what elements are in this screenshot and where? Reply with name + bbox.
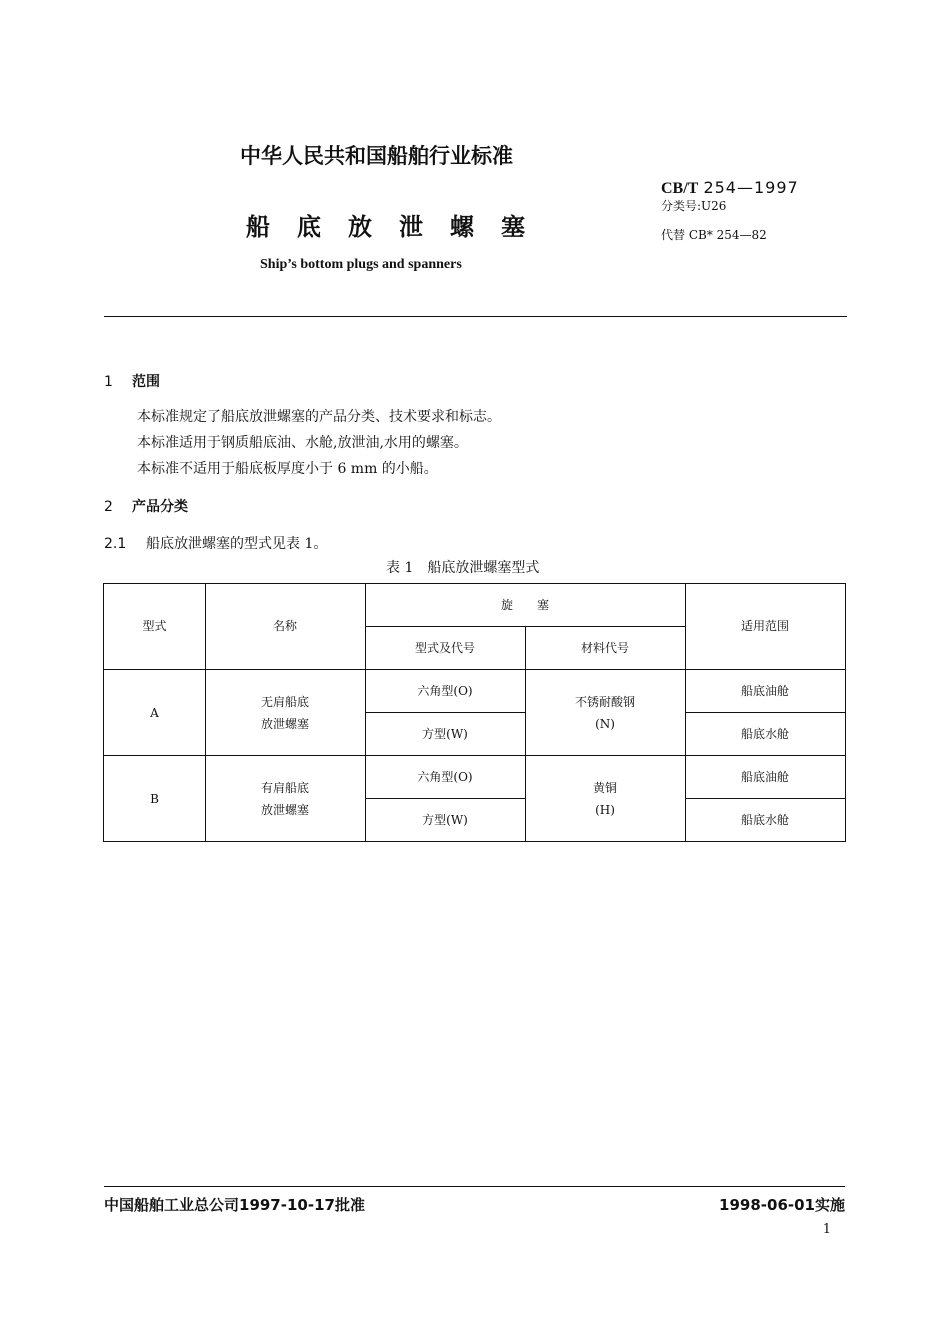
table-divider bbox=[685, 712, 845, 713]
standard-prefix: CB/T bbox=[661, 180, 699, 197]
replaces-standard: 代替 CB* 254—82 bbox=[661, 228, 767, 242]
table-cell-scope: 船底油舱 bbox=[740, 770, 789, 784]
table-caption-title: 船底放泄螺塞型式 bbox=[427, 560, 540, 576]
table-divider bbox=[365, 798, 525, 799]
footer-divider bbox=[104, 1186, 845, 1187]
page-number: 1 bbox=[822, 1222, 831, 1237]
header-divider bbox=[104, 316, 847, 317]
document-subtitle-english: Ship’s bottom plugs and spanners bbox=[260, 257, 462, 272]
table-cell-name: 放泄螺塞 bbox=[260, 717, 309, 731]
table-cell-material: (N) bbox=[595, 717, 615, 731]
table-cell-name: 放泄螺塞 bbox=[260, 803, 309, 817]
table-cell-type: B bbox=[150, 792, 159, 806]
classification-number: 分类号:U26 bbox=[661, 199, 727, 213]
document-title: 船底放泄螺塞 bbox=[246, 213, 552, 241]
table-divider bbox=[365, 712, 525, 713]
section-title: 产品分类 bbox=[132, 499, 188, 515]
standard-code bbox=[661, 178, 799, 198]
organization-title: 中华人民共和国船舶行业标准 bbox=[240, 144, 513, 168]
table-cell-form: 六角型(O) bbox=[417, 770, 473, 784]
header-cell-plug: 旋 塞 bbox=[500, 598, 549, 612]
header-cell-scope: 适用范围 bbox=[740, 619, 789, 633]
table-divider bbox=[104, 669, 845, 670]
table-cell-name: 有肩船底 bbox=[260, 781, 309, 795]
section-number: 1 bbox=[104, 374, 113, 390]
table-caption-label: 表 1 bbox=[386, 560, 414, 576]
paragraph: 本标准规定了船底放泄螺塞的产品分类、技术要求和标志。 bbox=[137, 409, 501, 425]
table-cell-material: (H) bbox=[595, 803, 615, 817]
standard-number: 254—1997 bbox=[703, 178, 799, 197]
table-divider bbox=[104, 755, 845, 756]
table-cell-name: 无肩船底 bbox=[260, 695, 309, 709]
subsection-number: 2.1 bbox=[104, 536, 127, 552]
header-cell-material-code: 材料代号 bbox=[580, 641, 629, 655]
paragraph: 本标准不适用于船底板厚度小于 6 mm 的小船。 bbox=[137, 461, 438, 477]
table-caption bbox=[386, 557, 539, 577]
table-cell-type: A bbox=[150, 706, 159, 720]
table-cell-material: 黄铜 bbox=[592, 781, 617, 795]
subsection-text: 船底放泄螺塞的型式见表 1。 bbox=[146, 536, 328, 552]
header-cell-form-code: 型式及代号 bbox=[414, 641, 475, 655]
subsection-2-1 bbox=[104, 533, 327, 553]
table-cell-form: 六角型(O) bbox=[417, 684, 473, 698]
table-divider bbox=[365, 626, 685, 627]
section-number: 2 bbox=[104, 499, 113, 515]
table-cell-scope: 船底水舱 bbox=[740, 727, 789, 741]
table-cell-scope: 船底油舱 bbox=[740, 684, 789, 698]
table-cell-scope: 船底水舱 bbox=[740, 813, 789, 827]
table-cell-material: 不锈耐酸钢 bbox=[574, 695, 635, 709]
section-title: 范围 bbox=[132, 374, 160, 390]
section-heading-classification bbox=[104, 496, 188, 516]
header-cell-type: 型式 bbox=[142, 619, 167, 633]
header-cell-name: 名称 bbox=[272, 619, 297, 633]
plug-type-table bbox=[103, 583, 846, 842]
section-heading-scope bbox=[104, 371, 160, 391]
table-cell-form: 方型(W) bbox=[422, 813, 468, 827]
approval-statement: 中国船舶工业总公司1997-10-17批准 bbox=[104, 1196, 365, 1214]
paragraph: 本标准适用于钢质船底油、水舱,放泄油,水用的螺塞。 bbox=[137, 435, 468, 451]
table-cell-form: 方型(W) bbox=[422, 727, 468, 741]
implementation-statement: 1998-06-01实施 bbox=[719, 1196, 845, 1214]
table-divider bbox=[685, 798, 845, 799]
